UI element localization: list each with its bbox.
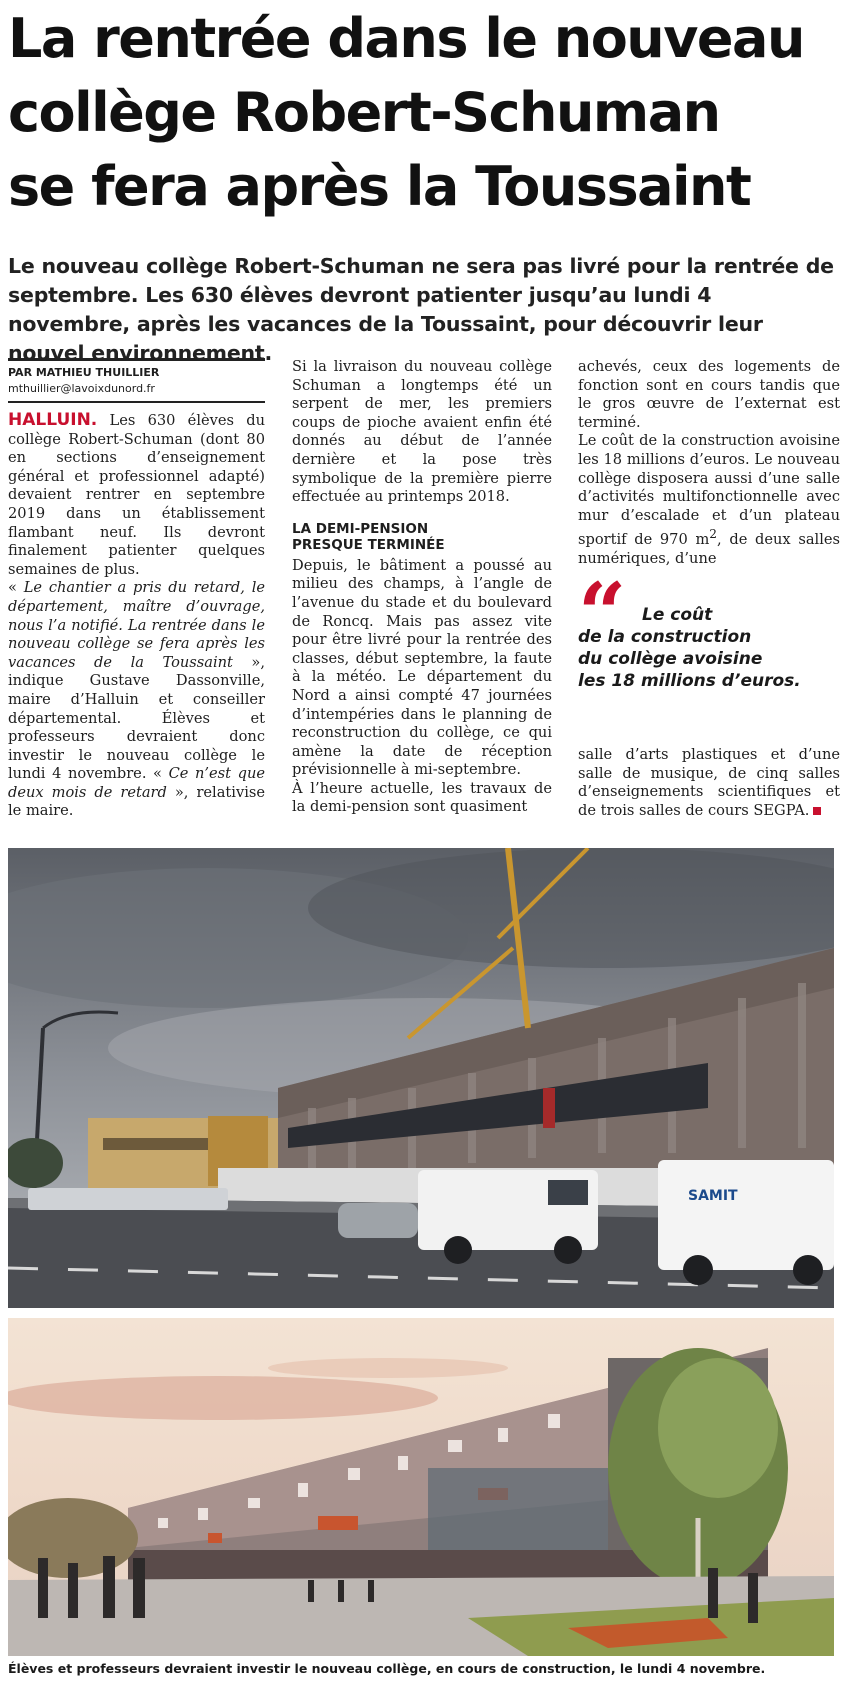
pull-quote-line: Le coût [642,605,713,625]
rendering-illustration [8,1318,834,1656]
quote-italic: Ce n’est que deux mois de retard [8,765,265,801]
paragraph: Si la livraison du nouveau collège Schuman a longtemps été un serpent de mer, les premiers coups de pioche avaient enfin été donnés au début de l’année dernière et la pose très symbolique de la première pierre effectuée au printemps 2018. [292,358,552,506]
subheading [292,521,552,553]
end-of-article-icon [813,807,821,815]
architect-rendering-image [8,1318,834,1656]
author-byline: PAR MATHIEU THUILLIER [8,366,160,379]
headline [8,2,838,224]
quote-mark-icon: “ [578,564,627,663]
paragraph: À l’heure actuelle, les travaux de la demi-pension sont quasiment [292,779,552,816]
headline-line: se fera après la Toussaint [8,155,751,218]
paragraph-text: , de deux salles numériques, d’une [578,531,840,567]
article-column-3 [578,358,840,568]
subheading-line: LA DEMI-PENSION [292,520,429,537]
paragraph [8,579,265,821]
pull-quote-line: les 18 millions d’euros. [578,671,801,691]
subheading-line: PRESQUE TERMINÉE [292,536,445,553]
pull-quote-line: du collège avoisine [578,649,763,669]
superscript: 2 [709,527,718,542]
paragraph [8,411,265,579]
pull-quote-text [578,604,840,692]
quote-mark-text: « [8,579,24,597]
paragraph [578,746,840,820]
quote-italic: Le chantier a pris du retard, le département, maître d’ouvrage, nous l’a notifié. La rentrée dans le nouveau collège se fera après les vacances de la Toussaint [8,579,265,671]
article-column-3-end [578,746,840,820]
photo-caption: Élèves et professeurs devraient investir le nouveau collège, en cours de construction, le lundi 4 novembre. [8,1661,766,1676]
paragraph-text: salle d’arts plastiques et d’une salle de musique, de cinq salles d’enseignements scientifiques et de trois salles de cours SEGPA. [578,746,840,819]
paragraph: Depuis, le bâtiment a poussé au milieu des champs, à l’angle de l’avenue du stade et du boulevard de Roncq. Mais pas assez vite pour être livré pour la rentrée des classes, début septembre, la faute à la météo. Le département du Nord a ainsi compté 47 journées d’intempéries dans le planning de reconstruction du collège, ce qui amène la date de réception prévisionnelle à mi-septembre. [292,556,552,779]
van-brand-text: SAMIT [688,1188,738,1204]
headline-line: La rentrée dans le nouveau [8,7,804,70]
article-column-2 [292,358,552,817]
article-lead: Le nouveau collège Robert-Schuman ne sera pas livré pour la rentrée de septembre. Les 630 élèves devront patienter jusqu’au lundi 4 novembre, après les vacances de la Toussaint, pour découvrir leur nouvel environnement. [8,254,834,365]
pull-quote-line: de la construction [578,627,752,647]
construction-site-photo [8,848,834,1308]
paragraph-text: Les 630 élèves du collège Robert-Schuman (dont 80 en sections d’enseignement général et professionnel adapté) devaient rentrer en septembre 2019 dans un établissement flambant neuf. Ils devront finalement patienter quelques semaines de plus. [8,412,265,578]
dateline: HALLUIN. [8,410,98,430]
headline-line: collège Robert-Schuman [8,81,720,144]
paragraph-text: Le coût de la construction avoisine les 18 millions d’euros. Le nouveau collège disposera aussi d’une salle d’activités multifonctionnelle avec mur d’escalade et d’un plateau sportif de 970 m [578,432,840,549]
construction-site-image [8,848,834,1308]
article-column-1 [8,358,265,821]
paragraph-text: », relativise le maire. [8,783,265,820]
byline-divider [8,358,265,361]
paragraph [578,432,840,568]
paragraph: achevés, ceux des logements de fonction sont en cours tandis que le gros œuvre de l’externat est terminé. [578,358,840,431]
author-email: mthuillier@lavoixdunord.fr [8,381,265,403]
paragraph-text: », indique Gustave Dassonville, maire d’Halluin et conseiller départemental. Élèves et professeurs devraient donc investir le nouveau collège le lundi 4 novembre. « [8,653,265,783]
